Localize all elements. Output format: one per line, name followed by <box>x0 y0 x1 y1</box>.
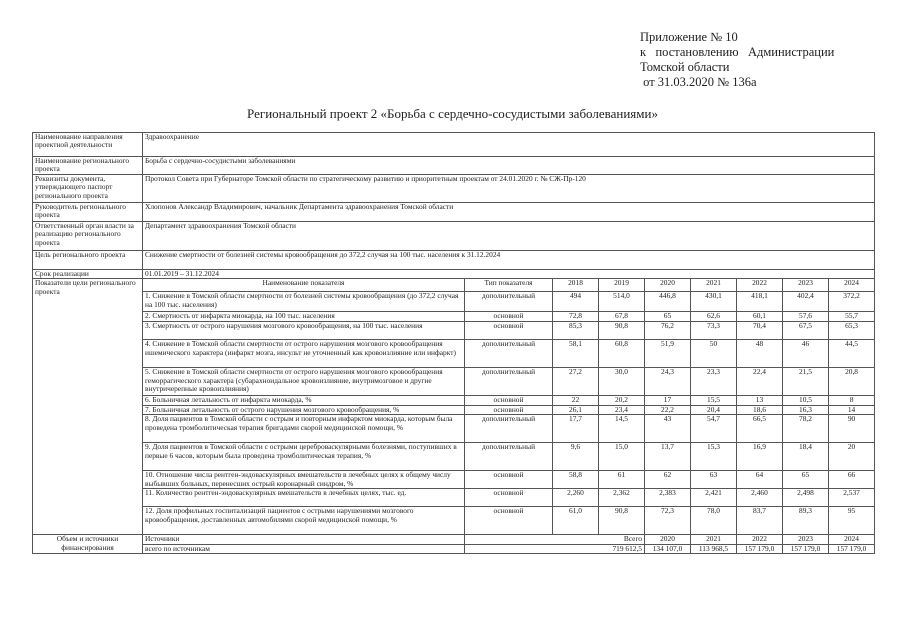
indicator-name: 8. Доля пациентов в Томской области с острым и повторным инфарктом миокарда, которым была проведена тромболитическая терапия бригадами скорой медицинской помощи, % <box>143 415 465 443</box>
funding-value: 157 179,0 <box>829 544 875 553</box>
indicator-value: 2,362 <box>599 489 645 507</box>
indicator-value: 60,8 <box>599 340 645 368</box>
indicator-value: 22,4 <box>737 368 783 396</box>
indicator-value: 73,3 <box>691 322 737 340</box>
indicator-value: 57,6 <box>783 312 829 322</box>
indicator-value: 22,2 <box>645 405 691 414</box>
indicator-value: 63 <box>691 471 737 489</box>
funding-total-header: Всего <box>465 535 645 544</box>
indicator-type: дополнительный <box>465 340 553 368</box>
appendix-region: Томской области <box>640 60 730 74</box>
indicator-value: 72,8 <box>553 312 599 322</box>
indicator-value: 23,3 <box>691 368 737 396</box>
indicator-row <box>33 396 875 405</box>
indicator-row <box>33 507 875 535</box>
indicator-value: 65 <box>645 312 691 322</box>
passport-value: 01.01.2019 – 31.12.2024 <box>143 270 875 279</box>
funding-value: 113 968,5 <box>691 544 737 553</box>
document-title: Региональный проект 2 «Борьба с сердечно-сосудистыми заболеваниями» <box>247 106 658 121</box>
indicator-value: 13 <box>737 396 783 405</box>
passport-row-term <box>33 270 875 279</box>
passport-row-authority <box>33 222 875 251</box>
indicator-value: 78,2 <box>783 415 829 443</box>
year-header: 2018 <box>553 279 599 292</box>
indicator-name: 1. Снижение в Томской области смертности от болезней системы кровообращения (до 372,2 случая на 100 тыс. населения) <box>143 292 465 312</box>
indicator-value: 65 <box>783 471 829 489</box>
indicator-value: 62,6 <box>691 312 737 322</box>
indicator-type: основной <box>465 471 553 489</box>
passport-label: Ответственный орган власти за реализацию регионального проекта <box>33 222 143 251</box>
passport-row-requisites <box>33 175 875 203</box>
indicator-value: 15,0 <box>599 443 645 471</box>
year-header: 2020 <box>645 279 691 292</box>
indicator-value: 61,0 <box>553 507 599 535</box>
indicator-value: 430,1 <box>691 292 737 312</box>
indicator-value: 58,8 <box>553 471 599 489</box>
indicators-label: Показатели цели регионального проекта <box>33 279 143 535</box>
indicator-value: 494 <box>553 292 599 312</box>
funding-source: всего по источникам <box>143 544 465 553</box>
year-header: 2022 <box>737 279 783 292</box>
appendix-block <box>640 30 834 90</box>
indicator-row <box>33 312 875 322</box>
passport-value: Борьба с сердечно-сосудистыми заболеваниями <box>143 157 875 175</box>
indicator-type: дополнительный <box>465 292 553 312</box>
indicator-value: 66 <box>829 471 875 489</box>
indicator-row <box>33 471 875 489</box>
indicator-value: 30,0 <box>599 368 645 396</box>
indicator-value: 2,460 <box>737 489 783 507</box>
indicator-value: 20,2 <box>599 396 645 405</box>
indicator-value: 2,537 <box>829 489 875 507</box>
funding-value: 157 179,0 <box>737 544 783 553</box>
indicator-value: 20,4 <box>691 405 737 414</box>
indicator-value: 48 <box>737 340 783 368</box>
passport-value: Протокол Совета при Губернаторе Томской области по стратегическому развитию и приоритетным проектам от 24.01.2020 г. № СЖ-Пр-120 <box>143 175 875 203</box>
indicator-value: 9,6 <box>553 443 599 471</box>
indicator-row <box>33 415 875 443</box>
passport-label: Срок реализации <box>33 270 143 279</box>
indicator-value: 2,383 <box>645 489 691 507</box>
indicator-value: 43 <box>645 415 691 443</box>
indicator-value: 72,3 <box>645 507 691 535</box>
appendix-decree: к постановлению Администрации <box>640 45 835 59</box>
indicator-value: 16,9 <box>737 443 783 471</box>
indicator-type: основной <box>465 396 553 405</box>
indicator-value: 18,6 <box>737 405 783 414</box>
indicator-value: 17 <box>645 396 691 405</box>
indicator-row <box>33 489 875 507</box>
indicator-value: 26,1 <box>553 405 599 414</box>
indicator-name: 2. Смертность от инфаркта миокарда, на 100 тыс. населения <box>143 312 465 322</box>
indicator-value: 10,5 <box>783 396 829 405</box>
funding-value: 134 107,0 <box>645 544 691 553</box>
indicator-name: 7. Больничная летальность от острого нарушения мозгового кровообращения, % <box>143 405 465 414</box>
passport-value: Здравоохранение <box>143 133 875 157</box>
indicator-value: 76,2 <box>645 322 691 340</box>
indicator-value: 14 <box>829 405 875 414</box>
year-header: 2019 <box>599 279 645 292</box>
indicator-name: 3. Смертность от острого нарушения мозгового кровообращения, на 100 тыс. населения <box>143 322 465 340</box>
funding-row <box>33 544 875 553</box>
indicator-value: 64 <box>737 471 783 489</box>
funding-header-row <box>33 535 875 544</box>
year-header: 2021 <box>691 279 737 292</box>
passport-row-head <box>33 203 875 222</box>
indicator-value: 2,498 <box>783 489 829 507</box>
passport-row-direction <box>33 133 875 157</box>
passport-label: Наименование регионального проекта <box>33 157 143 175</box>
indicator-type: основной <box>465 322 553 340</box>
indicator-value: 85,3 <box>553 322 599 340</box>
appendix-number: Приложение № 10 <box>640 30 738 44</box>
funding-year-header: 2022 <box>737 535 783 544</box>
indicator-value: 83,7 <box>737 507 783 535</box>
funding-source-header: Источники <box>143 535 465 544</box>
indicator-name: 12. Доля профильных госпитализаций пациентов с острыми нарушениями мозгового кровообращения, доставленных автомобилями скорой медицинской помощи, % <box>143 507 465 535</box>
funding-value: 157 179,0 <box>783 544 829 553</box>
indicator-value: 67,5 <box>783 322 829 340</box>
indicators-header-row <box>33 279 875 292</box>
passport-label: Руководитель регионального проекта <box>33 203 143 222</box>
indicator-value: 372,2 <box>829 292 875 312</box>
indicator-value: 20,8 <box>829 368 875 396</box>
indicator-value: 17,7 <box>553 415 599 443</box>
project-passport-table <box>32 132 875 554</box>
passport-label: Реквизиты документа, утверждающего паспорт регионального проекта <box>33 175 143 203</box>
indicator-value: 24,3 <box>645 368 691 396</box>
indicator-name: 9. Доля пациентов в Томской области с острыми цереброваскулярными болезнями, поступивших в первые 6 часов, которым была проведена тромболитическая терапия, % <box>143 443 465 471</box>
indicator-value: 44,5 <box>829 340 875 368</box>
indicator-value: 54,7 <box>691 415 737 443</box>
indicator-value: 55,7 <box>829 312 875 322</box>
indicator-name: 6. Больничная летальность от инфаркта миокарда, % <box>143 396 465 405</box>
indicator-name: 11. Количество рентген-эндоваскулярных вмешательств в лечебных целях, тыс. ед. <box>143 489 465 507</box>
indicator-value: 15,5 <box>691 396 737 405</box>
indicator-value: 51,9 <box>645 340 691 368</box>
indicator-value: 13,7 <box>645 443 691 471</box>
indicator-type: дополнительный <box>465 443 553 471</box>
appendix-date: от 31.03.2020 № 136а <box>640 75 757 89</box>
indicator-type: дополнительный <box>465 415 553 443</box>
indicator-value: 58,1 <box>553 340 599 368</box>
indicator-value: 14,5 <box>599 415 645 443</box>
funding-year-header: 2023 <box>783 535 829 544</box>
indicator-value: 90,8 <box>599 322 645 340</box>
indicator-value: 65,3 <box>829 322 875 340</box>
passport-value: Снижение смертности от болезней системы кровообращения до 372,2 случая на 100 тыс. населения к 31.12.2024 <box>143 251 875 270</box>
indicator-value: 62 <box>645 471 691 489</box>
indicator-value: 418,1 <box>737 292 783 312</box>
indicator-row <box>33 322 875 340</box>
funding-label: Объем и источники финансирования <box>33 535 143 554</box>
indicator-value: 66,5 <box>737 415 783 443</box>
funding-total: 719 612,5 <box>465 544 645 553</box>
indicator-type-header: Тип показателя <box>465 279 553 292</box>
indicator-value: 20 <box>829 443 875 471</box>
indicator-value: 2,260 <box>553 489 599 507</box>
indicator-value: 78,0 <box>691 507 737 535</box>
indicator-row <box>33 405 875 414</box>
indicator-row <box>33 443 875 471</box>
indicator-value: 2,421 <box>691 489 737 507</box>
passport-value: Департамент здравоохранения Томской области <box>143 222 875 251</box>
year-header: 2024 <box>829 279 875 292</box>
passport-row-name <box>33 157 875 175</box>
indicator-value: 402,4 <box>783 292 829 312</box>
passport-label: Цель регионального проекта <box>33 251 143 270</box>
indicator-row <box>33 340 875 368</box>
funding-year-header: 2020 <box>645 535 691 544</box>
indicator-value: 46 <box>783 340 829 368</box>
indicator-value: 22 <box>553 396 599 405</box>
passport-value: Хлопонов Александр Владимирович, начальник Департамента здравоохранения Томской области <box>143 203 875 222</box>
funding-year-header: 2024 <box>829 535 875 544</box>
indicator-value: 514,0 <box>599 292 645 312</box>
indicator-row <box>33 368 875 396</box>
funding-year-header: 2021 <box>691 535 737 544</box>
indicator-type: дополнительный <box>465 368 553 396</box>
indicator-type: основной <box>465 312 553 322</box>
indicator-name: 5. Снижение в Томской области смертности от острого нарушения мозгового кровообращения геморрагического характера (субарахноидальное кровоизлияние, внутримозговое и другие внутричерепные кровоизлияния) <box>143 368 465 396</box>
indicator-value: 90,8 <box>599 507 645 535</box>
indicator-name: 4. Снижение в Томской области смертности от острого нарушения мозгового кровообращения ишемического характера (инфаркт мозга, инсульт не уточненный как кровоизлияние или инфаркт) <box>143 340 465 368</box>
indicator-value: 15,3 <box>691 443 737 471</box>
indicator-name-header: Наименование показателя <box>143 279 465 292</box>
indicator-type: основной <box>465 489 553 507</box>
passport-label: Наименование направления проектной деятельности <box>33 133 143 157</box>
indicator-type: основной <box>465 507 553 535</box>
indicator-value: 67,8 <box>599 312 645 322</box>
indicator-row <box>33 292 875 312</box>
indicator-value: 27,2 <box>553 368 599 396</box>
indicator-value: 446,8 <box>645 292 691 312</box>
indicator-type: основной <box>465 405 553 414</box>
year-header: 2023 <box>783 279 829 292</box>
indicator-value: 90 <box>829 415 875 443</box>
indicator-value: 95 <box>829 507 875 535</box>
indicator-value: 50 <box>691 340 737 368</box>
indicator-value: 70,4 <box>737 322 783 340</box>
indicator-name: 10. Отношение числа рентген-эндоваскулярных вмешательств в лечебных целях к общему числу выбывших больных, перенесших острый коронарный синдром, % <box>143 471 465 489</box>
indicator-value: 61 <box>599 471 645 489</box>
indicator-value: 23,4 <box>599 405 645 414</box>
indicator-value: 21,5 <box>783 368 829 396</box>
indicator-value: 60,1 <box>737 312 783 322</box>
indicator-value: 16,3 <box>783 405 829 414</box>
passport-row-goal <box>33 251 875 270</box>
indicator-value: 89,3 <box>783 507 829 535</box>
indicator-value: 8 <box>829 396 875 405</box>
indicator-value: 18,4 <box>783 443 829 471</box>
